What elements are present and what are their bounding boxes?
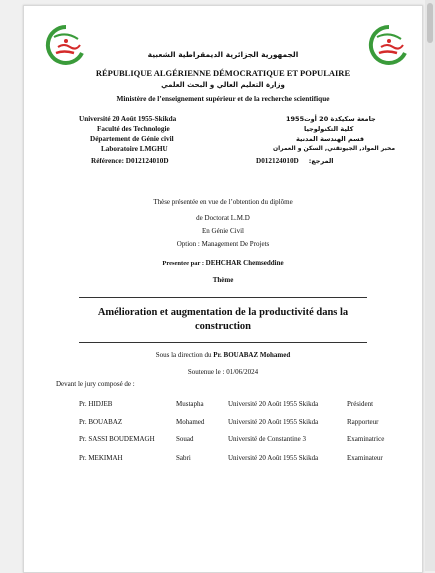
- option: Option : Management De Projets: [176, 240, 270, 248]
- jury-first-name-3: Souad: [176, 435, 194, 443]
- left-department: Département de Génie civil: [90, 135, 174, 143]
- arabic-ministry-title: وزارة التعليم العالي و البحث العلمي: [161, 81, 285, 89]
- jury-institution-3: Université de Constantine 3: [228, 435, 306, 443]
- right-reference: D012124010D :المرجع: [256, 157, 334, 165]
- right-department: قسم الهندسة المدنية: [296, 135, 365, 143]
- left-reference: Référence: D012124010D: [91, 157, 169, 165]
- republic-title: RÉPUBLIQUE ALGÉRIENNE DÉMOCRATIQUE ET POPULAIRE: [95, 68, 351, 78]
- right-reference-label: :المرجع: [308, 157, 334, 165]
- left-lab: Laboratoire LMGHU: [101, 145, 168, 153]
- jury-role-2: Rapporteur: [347, 418, 379, 426]
- right-lab: مخبر المواد, الجيوتقني, السكن و العمران: [273, 145, 396, 152]
- jury-intro: Devant le jury composé de :: [56, 380, 135, 388]
- jury-first-name-1: Mustapha: [176, 400, 204, 408]
- jury-first-name-4: Sabri: [176, 454, 191, 462]
- jury-institution-1: Université 20 Août 1955 Skikda: [228, 400, 319, 408]
- thesis-title-line1: Amélioration et augmentation de la productivité dans la: [97, 307, 349, 318]
- jury-role-4: Examinateur: [347, 454, 383, 462]
- university-logo-right-icon: [367, 23, 411, 67]
- jury-title-3: Pr. SASSI BOUDEMAGH: [79, 435, 155, 443]
- left-faculty: Faculté des Technologie: [97, 125, 170, 133]
- director-name: Pr. BOUABAZ Mohamed: [213, 351, 291, 359]
- title-top-rule: [79, 297, 367, 298]
- degree: de Doctorat L.M.D: [196, 214, 250, 222]
- jury-institution-2: Université 20 Août 1955 Skikda: [228, 418, 319, 426]
- theme-label: Thème: [212, 276, 234, 284]
- title-bottom-rule: [79, 342, 367, 343]
- arabic-republic-title: الجمهورية الجزائرية الديمقراطية الشعبية: [147, 50, 299, 59]
- left-university: Université 20 Août 1955-Skikda: [79, 115, 177, 123]
- field: En Génie Civil: [202, 227, 244, 235]
- presented-by: Presentee par : DEHCHAR Chemseddine: [162, 259, 284, 267]
- document-page: [23, 5, 423, 573]
- direction: Sous la direction du Pr. BOUABAZ Mohamed: [155, 351, 291, 359]
- ministry-title: Ministère de l’enseignement supérieur et de la recherche scientifique: [116, 94, 330, 103]
- presented-for: Thèse présentée en vue de l’obtention du diplôme: [153, 198, 293, 206]
- jury-title-2: Pr. BOUABAZ: [79, 418, 123, 426]
- vertical-scrollbar[interactable]: [425, 0, 435, 571]
- author-name: DEHCHAR Chemseddine: [205, 259, 284, 267]
- right-faculty: كلية التكنولوجيا: [304, 125, 354, 133]
- scrollbar-thumb[interactable]: [427, 3, 433, 43]
- right-university: جامعة سكيكدة 20 أوت1955: [286, 115, 376, 123]
- jury-title-1: Pr. HIDJEB: [79, 400, 113, 408]
- defense-date: Soutenue le : 01/06/2024: [187, 368, 259, 376]
- jury-institution-4: Université 20 Août 1955 Skikda: [228, 454, 319, 462]
- jury-role-3: Examinatrice: [347, 435, 385, 443]
- thesis-title-line2: construction: [195, 321, 251, 332]
- university-logo-left-icon: [44, 23, 88, 67]
- jury-title-4: Pr. MEKIMAH: [79, 454, 123, 462]
- jury-first-name-2: Mohamed: [176, 418, 205, 426]
- jury-role-1: Président: [347, 400, 374, 408]
